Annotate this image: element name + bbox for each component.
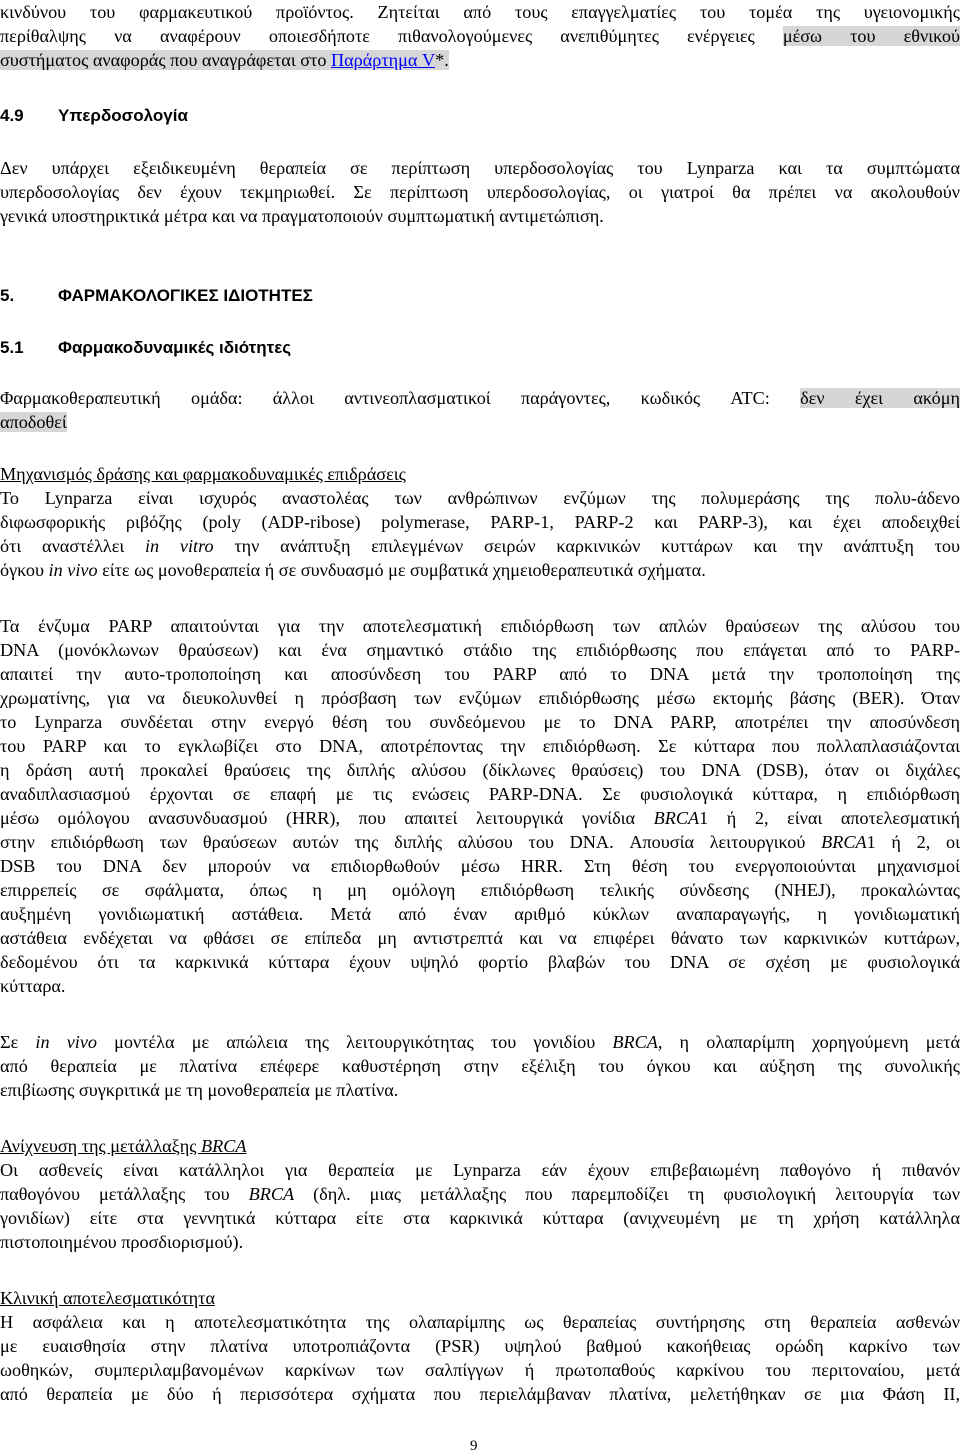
text-line: πιστοποιημένου προσδιορισμού). [0,1232,244,1252]
clinical-efficacy-heading: Κλινική αποτελεσματικότητα [0,1288,215,1308]
text-line: Τα ένζυμα PARP απαιτούνται για την αποτελεσματική επιδιόρθωση των απλών θραύσεων της αλύσου του [0,616,960,636]
text-line: ωοθηκών, συμπεριλαμβανομένων καρκίνων των σαλπίγγων ή πρωτοπαθούς καρκίνου του περιτοναίου, μετά [0,1360,960,1380]
text-line: δεδομένου ότι τα καρκινικά κύτταρα έχουν υψηλό φορτίο βλαβών του DNA σε σχέση με φυσιολογικά [0,952,960,972]
text-line: ότι αναστέλλει in vitro την ανάπτυξη επιλεγμένων σειρών καρκινικών κυττάρων και την ανάπτυξη του [0,536,960,556]
text-line: παθογόνου μετάλλαξης του BRCA (δηλ. μιας μετάλλαξης που παρεμποδίζει τη φυσιολογική λειτουργία των [0,1184,960,1204]
text-line: χρωματίνης, για να διευκολυνθεί η πρόσβαση των ενζύμων επιδιόρθωσης μέσω εκτομής βάσης (BER). Όταν [0,688,960,708]
section-heading: Υπερδοσολογία [58,106,188,125]
text-line: υπερδοσολογίας δεν έχουν τεκμηριωθεί. Σε περίπτωση υπερδοσολογίας, οι γιατροί θα πρέπει να ακολουθούν [0,182,960,202]
text-line [0,48,449,72]
section-number: 5.1 [0,338,24,357]
text-line: μέσω ομόλογου ανασυνδυασμού (HRR), που απαιτεί λειτουργικά γονίδια BRCA1 ή 2, είναι αποτελεσματική [0,808,960,828]
text-line: γενικά υποστηρικτικά μέτρα και να πραγματοποιούν συμπτωματική αντιμετώπιση. [0,206,604,226]
section-number: 5. [0,286,15,305]
text-line: του PARP και το εγκλωβίζει στο DNA, αποτρέποντας την επιδιόρθωση. Σε κύτταρα που πολλαπλασιάζονται [0,736,960,756]
text-line: αυξημένη γονιδιωματική αστάθεια. Μετά από έναν αριθμό κύκλων αναπαραγωγής, η γονιδιωματική [0,904,960,924]
text-line: Οι ασθενείς είναι κατάλληλοι για θεραπεία με Lynparza εάν έχουν επιβεβαιωμένη παθογόνο ή πιθανόν [0,1160,960,1180]
text-line: Σε in vivo μοντέλα με απώλεια της λειτουργικότητας του γονιδίου BRCA, η ολαπαρίμπη χορηγούμενη μετά [0,1032,960,1052]
text-line: γονιδίων) είτε στα γεννητικά κύτταρα είτε στα καρκινικά κύτταρα (ανιχνευμένη με τη χρήση κατάλληλα [0,1208,960,1228]
section-number: 4.9 [0,106,24,125]
text-line: το Lynparza συνδέεται στην ενεργό θέση του συνδεόμενου με το DNA PARP, αποτρέπει την αποσύνδεση [0,712,960,732]
text-line: από θεραπεία με δύο ή περισσότερα σχήματα που περιελάμβαναν πλατίνα, μελετήθηκαν σε μια Φάση II, [0,1384,960,1404]
annex-v-link[interactable]: Παράρτημα V [331,50,436,70]
text-line: Το Lynparza είναι ισχυρός αναστολέας των ανθρώπινων ενζύμων της πολυμεράσης της πολυ-άδενο [0,488,960,508]
text-line: αναδιπλασιασμού έρχονται σε επαφή με τις ενώσεις PARP-DNA. Σε φυσιολογικά κύτταρα, η επιδιόρθωση [0,784,960,804]
section-heading: ΦΑΡΜΑΚΟΛΟΓΙΚΕΣ ΙΔΙΟΤΗΤΕΣ [58,286,313,305]
page-number: 9 [470,1438,478,1454]
text-line: όγκου in vivo είτε ως μονοθεραπεία ή σε συνδυασμό με συμβατικά χημειοθεραπευτικά σχήματα. [0,560,706,580]
text-line: Φαρμακοθεραπευτική ομάδα: άλλοι αντινεοπλασματικοί παράγοντες, κωδικός ATC: δεν έχει ακόμη [0,388,960,408]
highlighted-text: συστήματος αναφοράς που αναγράφεται στο [0,50,332,70]
text-line: με ευαισθησία στην πλατίνα υποτροπιάζοντα (PSR) υψηλού βαθμού κακοήθειας ορώδη καρκίνο των [0,1336,960,1356]
text-line: Η ασφάλεια και η αποτελεσματικότητα της ολαπαρίμπης ως θεραπείας συντήρησης στη θεραπεία ασθενών [0,1312,960,1332]
text-line: επιβίωσης συγκριτικά με τη μονοθεραπεία με πλατίνα. [0,1080,399,1100]
text-line: περίθαλψης να αναφέρουν οποιεσδήποτε πιθανολογούμενες ανεπιθύμητες ενέργειες μέσω του εθνικού [0,26,960,46]
highlighted-text: μέσω του εθνικού [782,26,960,46]
highlighted-text: δεν έχει ακόμη [800,388,960,408]
text-line: DSB του DNA δεν μπορούν να επιδιορθωθούν μέσω HRR. Στη θέση του ενεργοποιούνται μηχανισμοί [0,856,960,876]
text-line: απαιτεί την αυτο-τροποποίηση και αποσύνδεση του PARP από το DNA μετά την τροποποίηση της [0,664,960,684]
text-line: αστάθεια ενδέχεται να φθάσει σε επίπεδα μη αντιστρεπτά και να επιφέρει θάνατο των καρκινικών κυττάρων, [0,928,960,948]
section-heading: Φαρμακοδυναμικές ιδιότητες [58,338,292,357]
text-line: από θεραπεία με πλατίνα επέφερε καθυστέρηση στην εξέλιξη του όγκου και αύξηση της συνολικής [0,1056,960,1076]
text-line: κινδύνου του φαρμακευτικού προϊόντος. Ζητείται από τους επαγγελματίες του τομέα της υγειονομικής [0,2,960,22]
text-line: επιρρεπείς σε σφάλματα, όπως η μη ομόλογη επιδιόρθωση τελικής σύνδεσης (NHEJ), προκαλώντας [0,880,960,900]
text-line: κύτταρα. [0,976,66,996]
text-line: Δεν υπάρχει εξειδικευμένη θεραπεία σε περίπτωση υπερδοσολογίας του Lynparza και τα συμπτώματα [0,158,960,178]
mechanism-heading: Μηχανισμός δράσης και φαρμακοδυναμικές επιδράσεις [0,464,406,484]
text-line [0,410,67,434]
text-line: DNA (μονόκλωνων θραύσεων) και ένα σημαντικό στάδιο της επιδιόρθωσης που επάγεται από το PARP- [0,640,960,660]
highlighted-text: αποδοθεί [0,412,67,432]
text-line: διφωσφορικής ριβόζης (poly (ADP-ribose) polymerase, PARP-1, PARP-2 και PARP-3), και έχει αποδειχθεί [0,512,960,532]
brca-detection-heading: Ανίχνευση της μετάλλαξης BRCA [0,1136,247,1156]
text-line: στην επιδιόρθωση των θραύσεων αυτών της διπλής αλύσου του DNA. Απουσία λειτουργικού BRCA1 ή 2, οι [0,832,960,852]
text-line: η δράση αυτή προκαλεί θραύσεις της διπλής αλύσου (δίκλωνες θραύσεις) του DNA (DSB), όταν οι διχάλες [0,760,960,780]
highlighted-text: *. [435,50,449,70]
